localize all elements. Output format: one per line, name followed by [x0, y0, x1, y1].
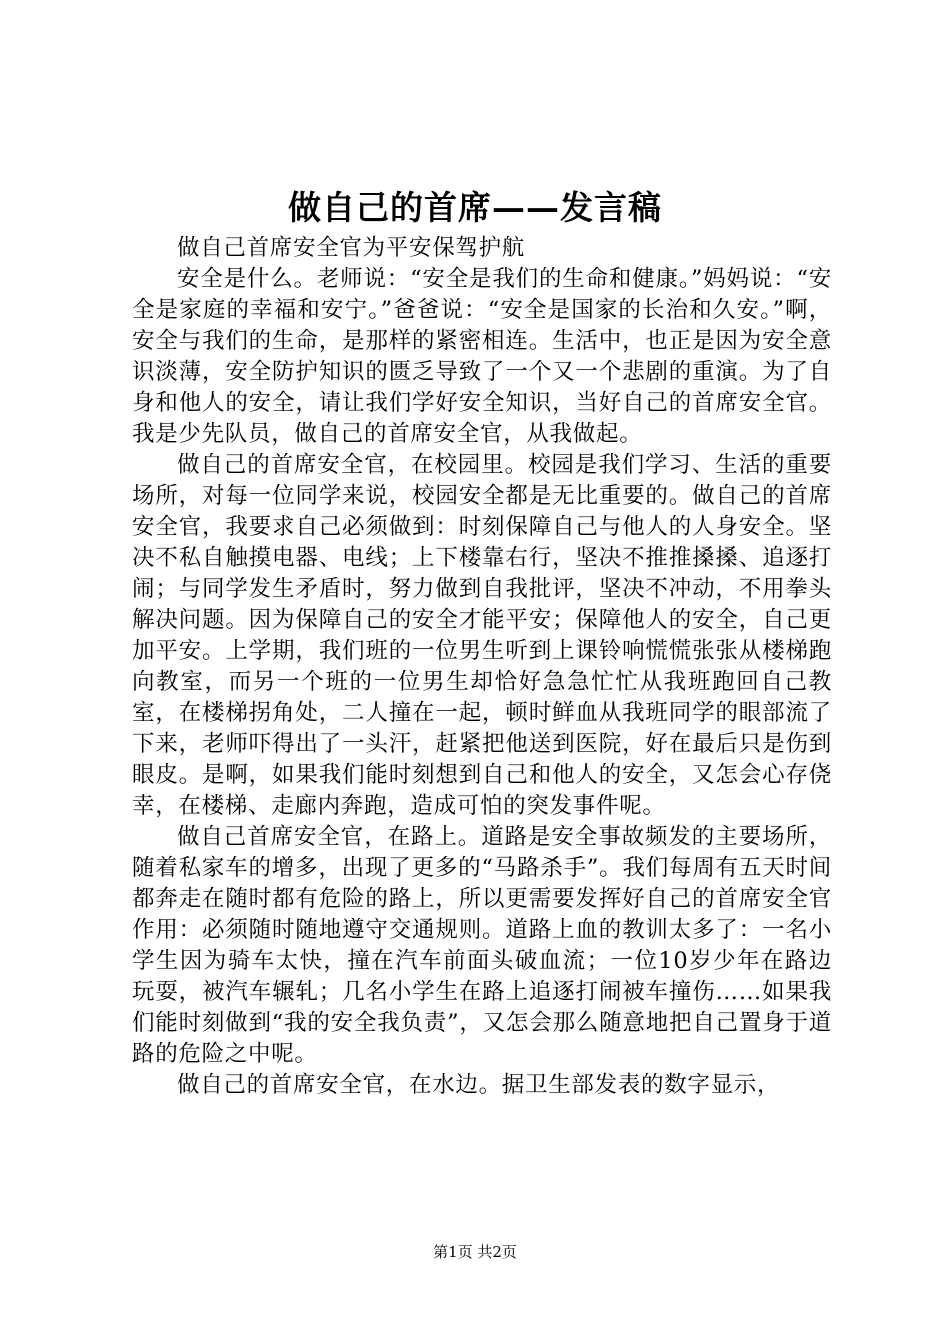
subtitle-paragraph: 做自己首席安全官为平安保驾护航 [177, 235, 526, 261]
body-paragraph: 做自己的首席安全官，在水边。据卫生部发表的数字显示， [177, 1072, 781, 1098]
body-paragraph: 做自己的首席安全官，在校园里。校园是我们学习、生活的重要场所，对每一位同学来说，校园安全都是无比重要的。做自己的首席安全官，我要求自己必须做到：时刻保障自己与他人的人身安全。坚决不私自触摸电器、电线；上下楼靠右行，坚决不推推搡搡、追逐打闹；与同学发生矛盾时，努力做到自我批评，坚决不冲动，不用拳头解决问题。因为保障自己的安全才能平安；保障他人的安全，自己更加平安。上学期，我们班的一位男生听到上课铃响慌慌张张从楼梯跑向教室，而另一个班的一位男生却恰好急急忙忙从我班跑回自己教室，在楼梯拐角处，二人撞在一起，顿时鲜血从我班同学的眼部流了下来，老师吓得出了一头汗，赶紧把他送到医院，好在最后只是伤到眼皮。是啊，如果我们能时刻想到自己和他人的安全，又怎会心存侥幸，在楼梯、走廊内奔跑，造成可怕的突发事件呢。 [132, 452, 832, 819]
body-paragraph: 安全是什么。老师说：“安全是我们的生命和健康。”妈妈说：“安全是家庭的幸福和安宁。”爸爸说：“安全是国家的长治和久安。”啊，安全与我们的生命，是那样的紧密相连。生活中，也正是因为安全意识淡薄，安全防护知识的匮乏导致了一个又一个悲剧的重演。为了自身和他人的安全，请让我们学好安全知识，当好自己的首席安全官。我是少先队员，做自己的首席安全官，从我做起。 [132, 266, 832, 447]
document-title: 做自己的首席——发言稿 [288, 188, 662, 227]
body-paragraph: 做自己首席安全官，在路上。道路是安全事故频发的主要场所，随着私家车的增多，出现了更多的“马路杀手”。我们每周有五天时间都奔走在随时都有危险的路上，所以更需要发挥好自己的首席安全官作用：必须随时随地遵守交通规则。道路上血的教训太多了：一名小学生因为骑车太快，撞在汽车前面头破血流；一位10岁少年在路边玩耍，被汽车辗轧；几名小学生在路上追逐打闹被车撞伤……如果我们能时刻做到“我的安全我负责”，又怎会那么随意地把自己置身于道路的危险之中呢。 [132, 824, 832, 1067]
page-footer: 第1页 共2页 [433, 1243, 517, 1261]
document-body [132, 233, 832, 1101]
